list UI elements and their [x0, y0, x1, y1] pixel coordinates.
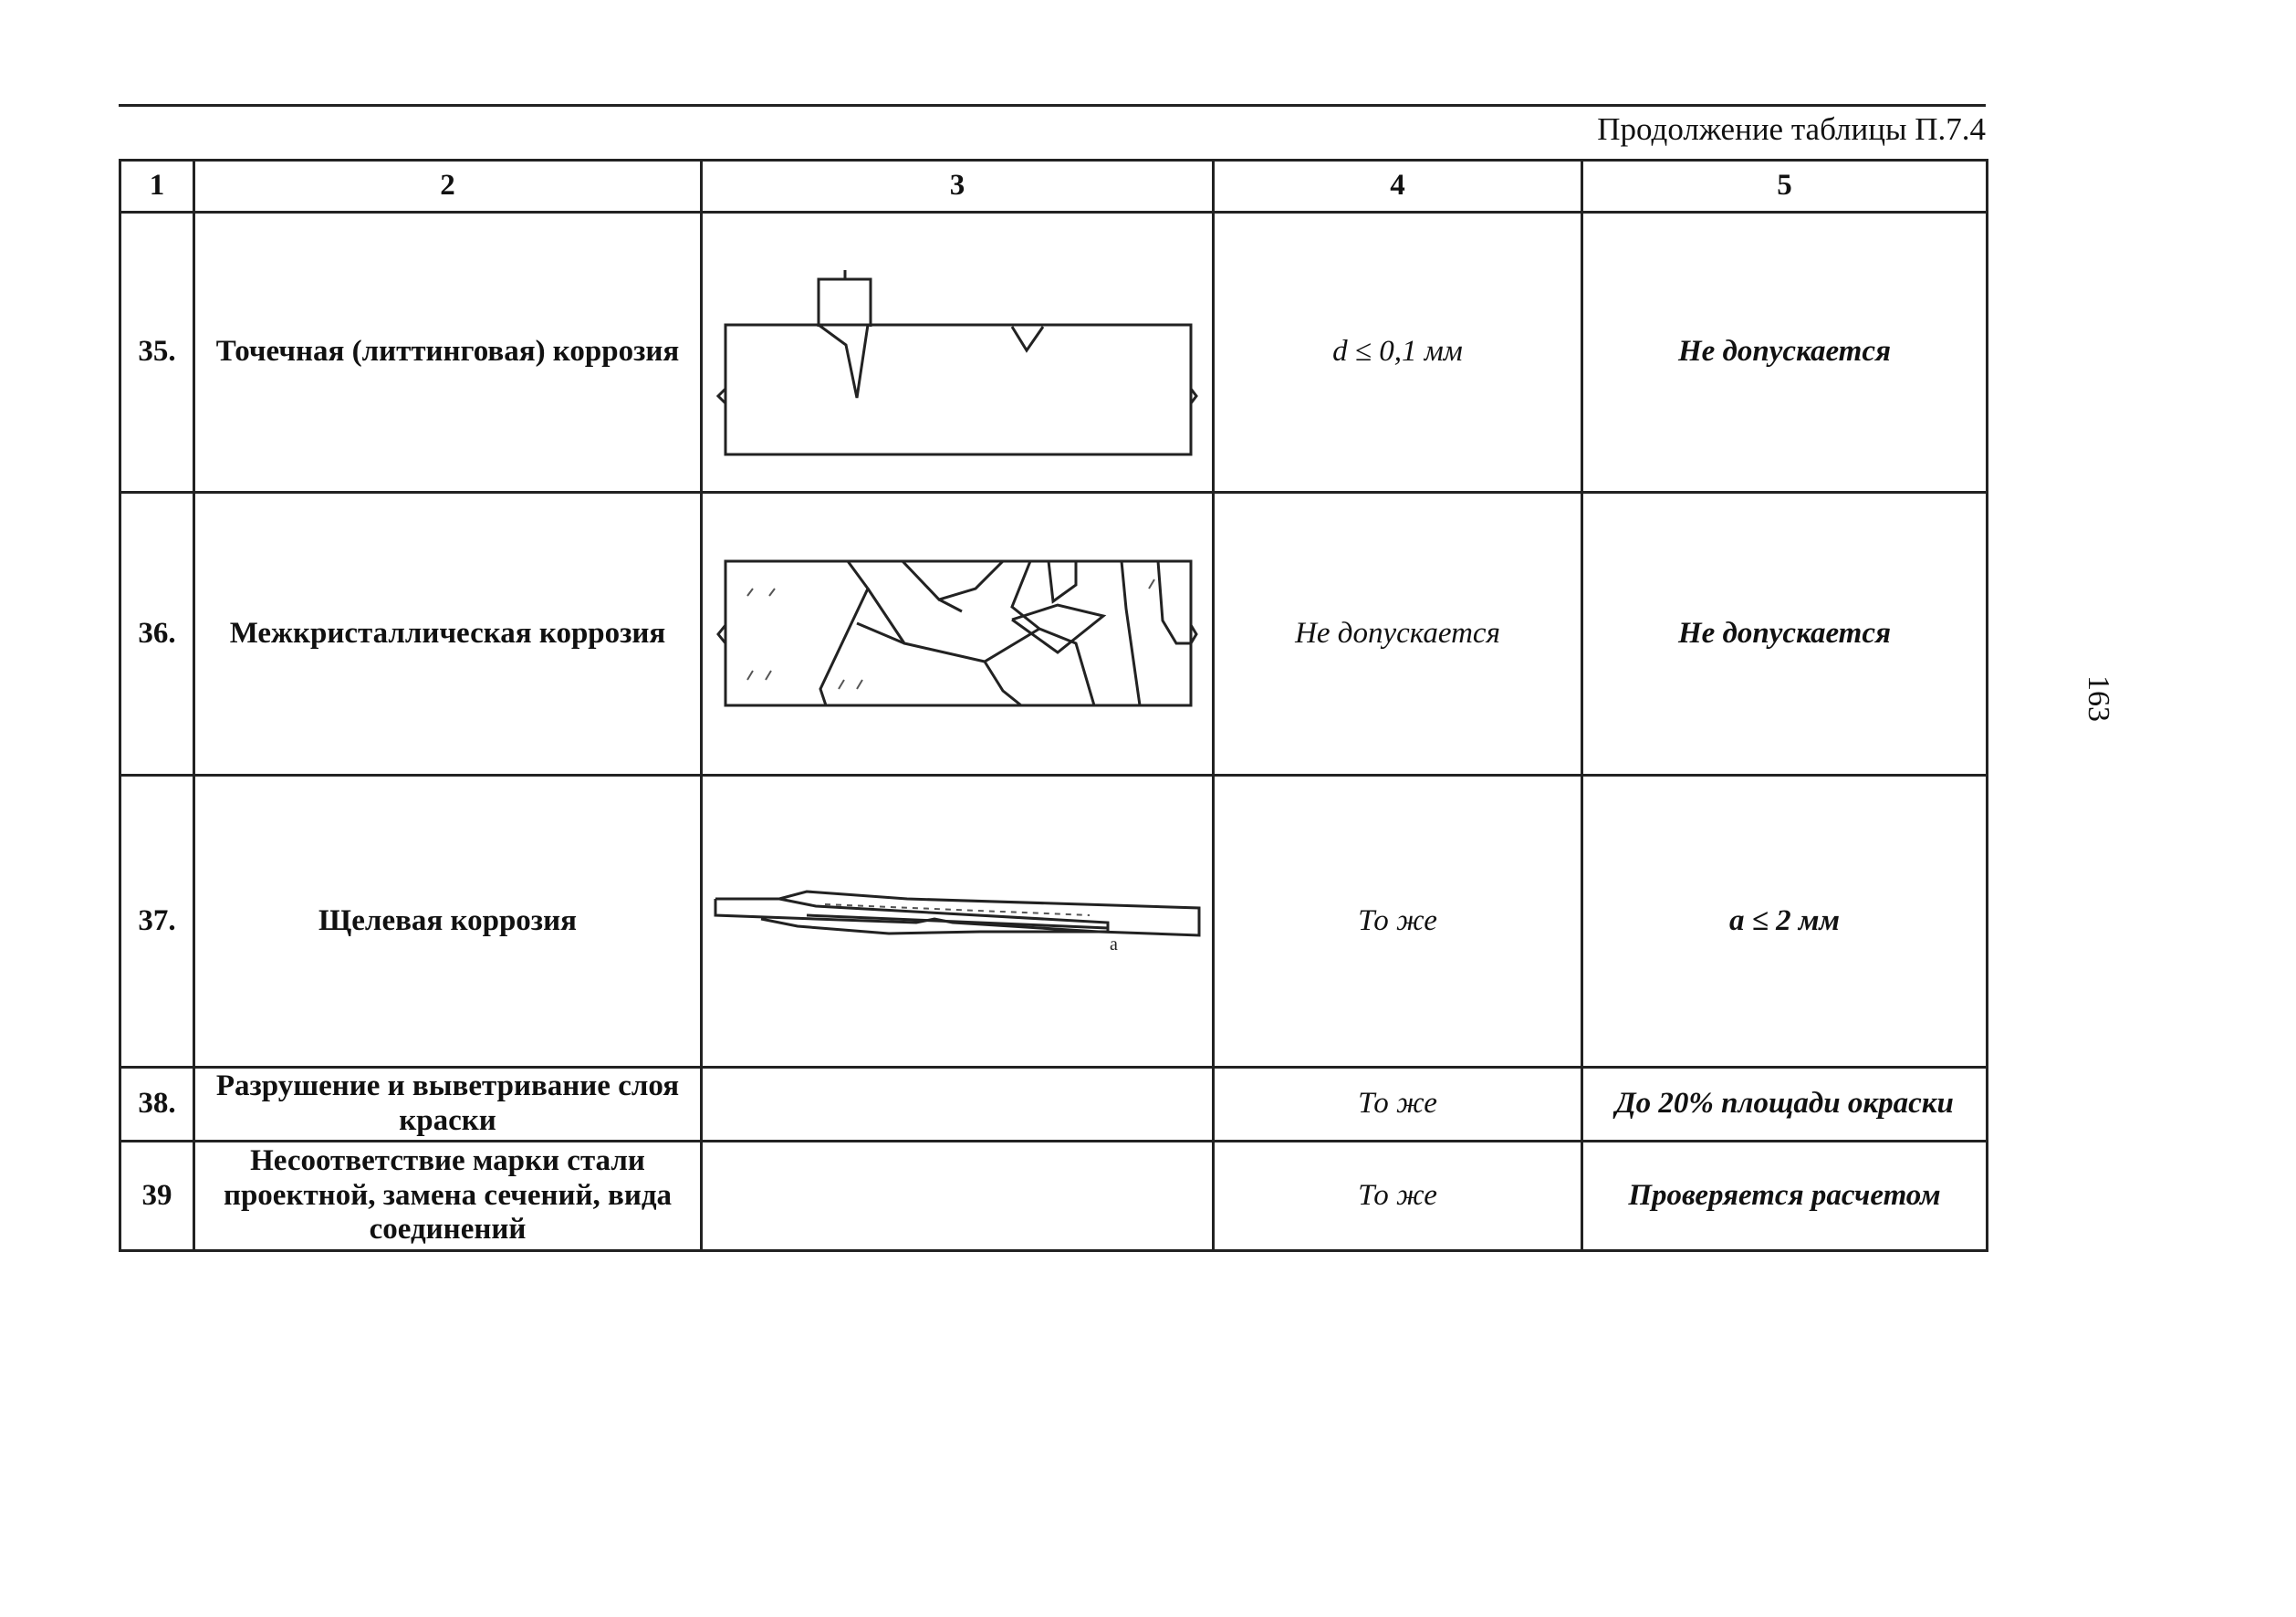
- requirement: Не допускается: [1582, 213, 1988, 493]
- row-number: 35.: [120, 213, 194, 493]
- table-caption: Продолжение таблицы П.7.4: [1597, 111, 1986, 147]
- intergranular-corrosion-sketch: [711, 552, 1204, 716]
- sketch-cell: [702, 213, 1214, 493]
- table-row: [120, 493, 1988, 776]
- pitting-corrosion-sketch: [711, 243, 1204, 462]
- table-header-row: [120, 161, 1988, 213]
- sketch-cell: [702, 1142, 1214, 1251]
- row-number: 39: [120, 1142, 194, 1251]
- sketch-cell: [702, 776, 1214, 1068]
- header-col-4: 4: [1214, 161, 1582, 213]
- requirement: До 20% площади окраски: [1582, 1068, 1988, 1142]
- table-row: [120, 213, 1988, 493]
- sketch-cell: [702, 1068, 1214, 1142]
- crevice-corrosion-sketch: [706, 871, 1208, 972]
- requirement: Не допускается: [1582, 493, 1988, 776]
- row-number: 37.: [120, 776, 194, 1068]
- table-row: [120, 1068, 1988, 1142]
- defect-name: Несоответствие марки стали проектной, замена сечений, вида соединений: [194, 1142, 702, 1251]
- limit-value: d ≤ 0,1 мм: [1214, 213, 1582, 493]
- defect-name: Щелевая коррозия: [194, 776, 702, 1068]
- header-col-2: 2: [194, 161, 702, 213]
- page-number: 163: [2082, 675, 2115, 722]
- limit-value: То же: [1214, 1068, 1582, 1142]
- requirement: Проверяется расчетом: [1582, 1142, 1988, 1251]
- gap-label: a: [1110, 934, 1118, 955]
- sketch-cell: [702, 493, 1214, 776]
- limit-value: То же: [1214, 1142, 1582, 1251]
- header-col-5: 5: [1582, 161, 1988, 213]
- limit-value: То же: [1214, 776, 1582, 1068]
- table-row: [120, 1142, 1988, 1251]
- header-col-1: 1: [120, 161, 194, 213]
- defects-table: [119, 159, 1988, 1252]
- defect-name: Разрушение и выветривание слоя краски: [194, 1068, 702, 1142]
- defect-name: Межкристаллическая коррозия: [194, 493, 702, 776]
- row-number: 38.: [120, 1068, 194, 1142]
- defect-name: Точечная (литтинговая) коррозия: [194, 213, 702, 493]
- top-rule: [119, 104, 1986, 107]
- row-number: 36.: [120, 493, 194, 776]
- limit-value: Не допускается: [1214, 493, 1582, 776]
- requirement: a ≤ 2 мм: [1582, 776, 1988, 1068]
- header-col-3: 3: [702, 161, 1214, 213]
- table-row: [120, 776, 1988, 1068]
